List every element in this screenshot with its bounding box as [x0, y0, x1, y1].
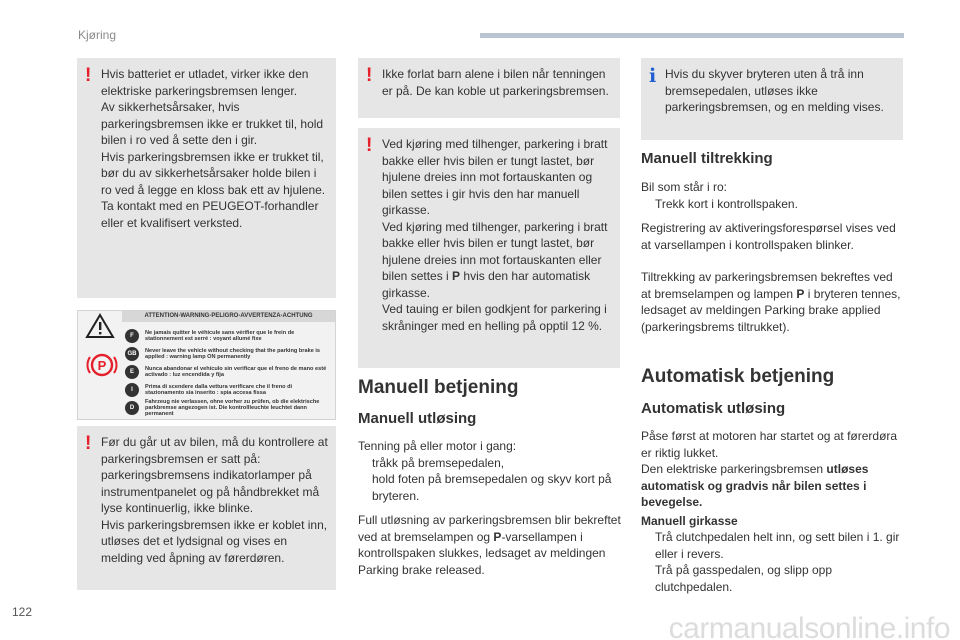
language-code-badge: F	[125, 329, 139, 343]
exclamation-icon: !	[366, 135, 373, 156]
label-row	[125, 345, 331, 363]
trailer-warning-box	[358, 128, 620, 368]
manual-release-steps	[358, 455, 622, 505]
language-code-badge: GB	[125, 347, 139, 361]
apply-step-bullet-text: Trekk kort i kontrollspaken.	[655, 196, 798, 211]
exclamation-icon: !	[85, 433, 92, 454]
label-row	[125, 363, 331, 381]
gearbox-step-bullet-text: Trå clutchpedalen helt inn, og sett bilen i 1. gir eller i revers.	[655, 530, 900, 561]
header-bar	[480, 33, 904, 38]
label-row	[125, 381, 331, 399]
language-code-badge: D	[125, 401, 139, 415]
label-banner: ATTENTION-WARNING-PELIGRO-AVVERTENZA-ACHTUNG	[122, 311, 335, 322]
parking-brake-icon	[86, 349, 118, 381]
release-step-bullet-text: tråkk på bremsepedalen,	[372, 455, 505, 470]
parking-brake-warning-label	[77, 310, 336, 420]
page-number: 122	[12, 605, 33, 619]
leave-vehicle-warning-box	[77, 426, 336, 590]
manual-apply-confirm: Tiltrekking av parkeringsbremsen bekreftes ved at bremselampen og lampen P i bryteren tennes, ledsaget av meldingen Parking brake applied (parkeringsbrems tiltrukket).	[641, 270, 901, 334]
manual-gearbox-steps	[641, 529, 903, 595]
battery-warning-box	[77, 58, 336, 298]
automatic-release-text: Den elektriske parkeringsbremsen utløses automatisk og gradvis når bilen settes i bevegelse.	[641, 462, 869, 509]
exclamation-icon: !	[366, 65, 373, 86]
automatic-release-title: Automatisk utløsing	[641, 400, 786, 417]
bullet-icon	[358, 455, 372, 472]
svg-text:P: P	[97, 358, 107, 373]
label-row	[125, 327, 331, 345]
gearbox-step-bullet-text: Trå på gasspedalen, og slipp opp clutchpedalen.	[655, 563, 833, 594]
watermark: carmanualsonline.info	[668, 612, 950, 640]
bullet-icon	[641, 562, 655, 595]
label-row-text: Ne jamais quitter le véhicule sans vérifier que le frein de stationnement est serré : voyant allumé fixe	[145, 329, 295, 342]
label-rows	[125, 327, 331, 417]
manual-release-intro: Tenning på eller motor i gang:	[358, 439, 517, 453]
switch-info-text: Hvis du skyver bryteren uten å trå inn bremsepedalen, utløses ikke parkeringsbremsen, og en melding vises.	[665, 67, 884, 114]
release-step-bullet-text: hold foten på bremsepedalen og skyv kort på bryteren.	[372, 472, 612, 503]
language-code-badge: E	[125, 365, 139, 379]
label-row-text: Never leave the vehicle without checking that the parking brake is applied : warning lamp ON permanently	[145, 347, 321, 360]
children-warning-box	[358, 58, 620, 118]
leave-vehicle-warning-text: Før du går ut av bilen, må du kontrollere at parkeringsbremsen er satt på: parkeringsbremsens indikatorlamper på instrumentpanelet og på håndbrekket må lyse kontinuerlig, ikke blinke. Hvis parkeringsbremsen ikke er koblet inn, utløses det et lydsignal og vises en melding ved åpning av førerdøren.	[101, 435, 328, 565]
manual-gearbox-title: Manuell girkasse	[641, 513, 738, 528]
battery-warning-text: Hvis batteriet er utladet, virker ikke den elektriske parkeringsbremsen lenger. Av sikkerhetsårsaker, hvis parkeringsbremsen ikke er trukket til, hold bilen i ro ved å sette den i gir. Hvis parkeringsbremsen ikke er trukket til, bør du av sikkerhetsårsaker holde bilen i ro ved å legge en kloss bak ett av hjulene. Ta kontakt med en PEUGEOT-forhandler eller et kvalifisert verksted.	[101, 67, 326, 230]
manual-operation-title: Manuell betjening	[358, 377, 519, 398]
apply-step-bullet	[641, 196, 903, 213]
bullet-icon	[641, 529, 655, 562]
automatic-release-intro: Påse først at motoren har startet og at førerdøra er riktig lukket.	[641, 429, 898, 460]
exclamation-icon: !	[85, 65, 92, 86]
manual-release-title: Manuell utløsing	[358, 410, 477, 427]
header-title: Kjøring	[78, 28, 117, 42]
gearbox-step-bullet	[641, 562, 903, 595]
info-icon: i	[649, 65, 657, 87]
automatic-release-section	[641, 428, 903, 595]
language-code-badge: I	[125, 383, 139, 397]
manual-apply-title: Manuell tiltrekking	[641, 150, 773, 167]
release-step-bullet	[358, 471, 622, 504]
label-row-text: Nunca abandonar el vehículo sin verificar que el freno de mano esté activado : luz encendida y fija	[145, 365, 327, 378]
bullet-icon	[358, 471, 372, 504]
release-step-bullet	[358, 455, 622, 472]
bullet-icon	[641, 196, 655, 213]
gearbox-step-bullet	[641, 529, 903, 562]
trailer-warning-text: Ved kjøring med tilhenger, parkering i bratt bakke eller hvis bilen er tungt lastet, bør hjulene dreies inn mot fortauskanten og bilen settes i gir hvis den har manuell girkasse. Ved kjøring med tilhenger, parkering i bratt bakke eller hvis bilen er tungt lastet, bør hjulene dreies inn mot fortauskanten eller bilen settes i P hvis den har automatisk girkasse. Ved tauing er bilen godkjent for parkering i skråninger med en helling på opptil 12 %.	[382, 137, 608, 333]
manual-release-section	[358, 438, 622, 578]
manual-apply-steps	[641, 196, 903, 213]
manual-apply-section	[641, 179, 903, 335]
switch-info-box	[641, 58, 903, 140]
manual-apply-registration: Registrering av aktiveringsforespørsel vises ved at varsellampen i kontrollspaken blinker.	[641, 221, 896, 252]
manual-apply-intro: Bil som står i ro:	[641, 180, 728, 194]
label-row	[125, 399, 331, 417]
automatic-operation-title: Automatisk betjening	[641, 366, 835, 387]
label-row-text: Fahrzeug nie verlassen, ohne vorher zu prüfen, ob die elektrische parkbremse angezogen ist. Die kontrollleuchte leuchtet dann permanent	[145, 398, 320, 418]
manual-release-confirm: Full utløsning av parkeringsbremsen blir bekreftet ved at bremselampen og P-varsellampen i kontrollspaken slukkes, ledsaget av meldingen Parking brake released.	[358, 513, 621, 577]
warning-triangle-icon	[85, 313, 115, 339]
label-row-text: Prima di scendere dalla vettura verificare che il freno di stazionamento sia inserito : spia accesa fissa	[145, 383, 293, 396]
children-warning-text: Ikke forlat barn alene i bilen når tenningen er på. De kan koble ut parkeringsbremsen.	[382, 67, 609, 98]
